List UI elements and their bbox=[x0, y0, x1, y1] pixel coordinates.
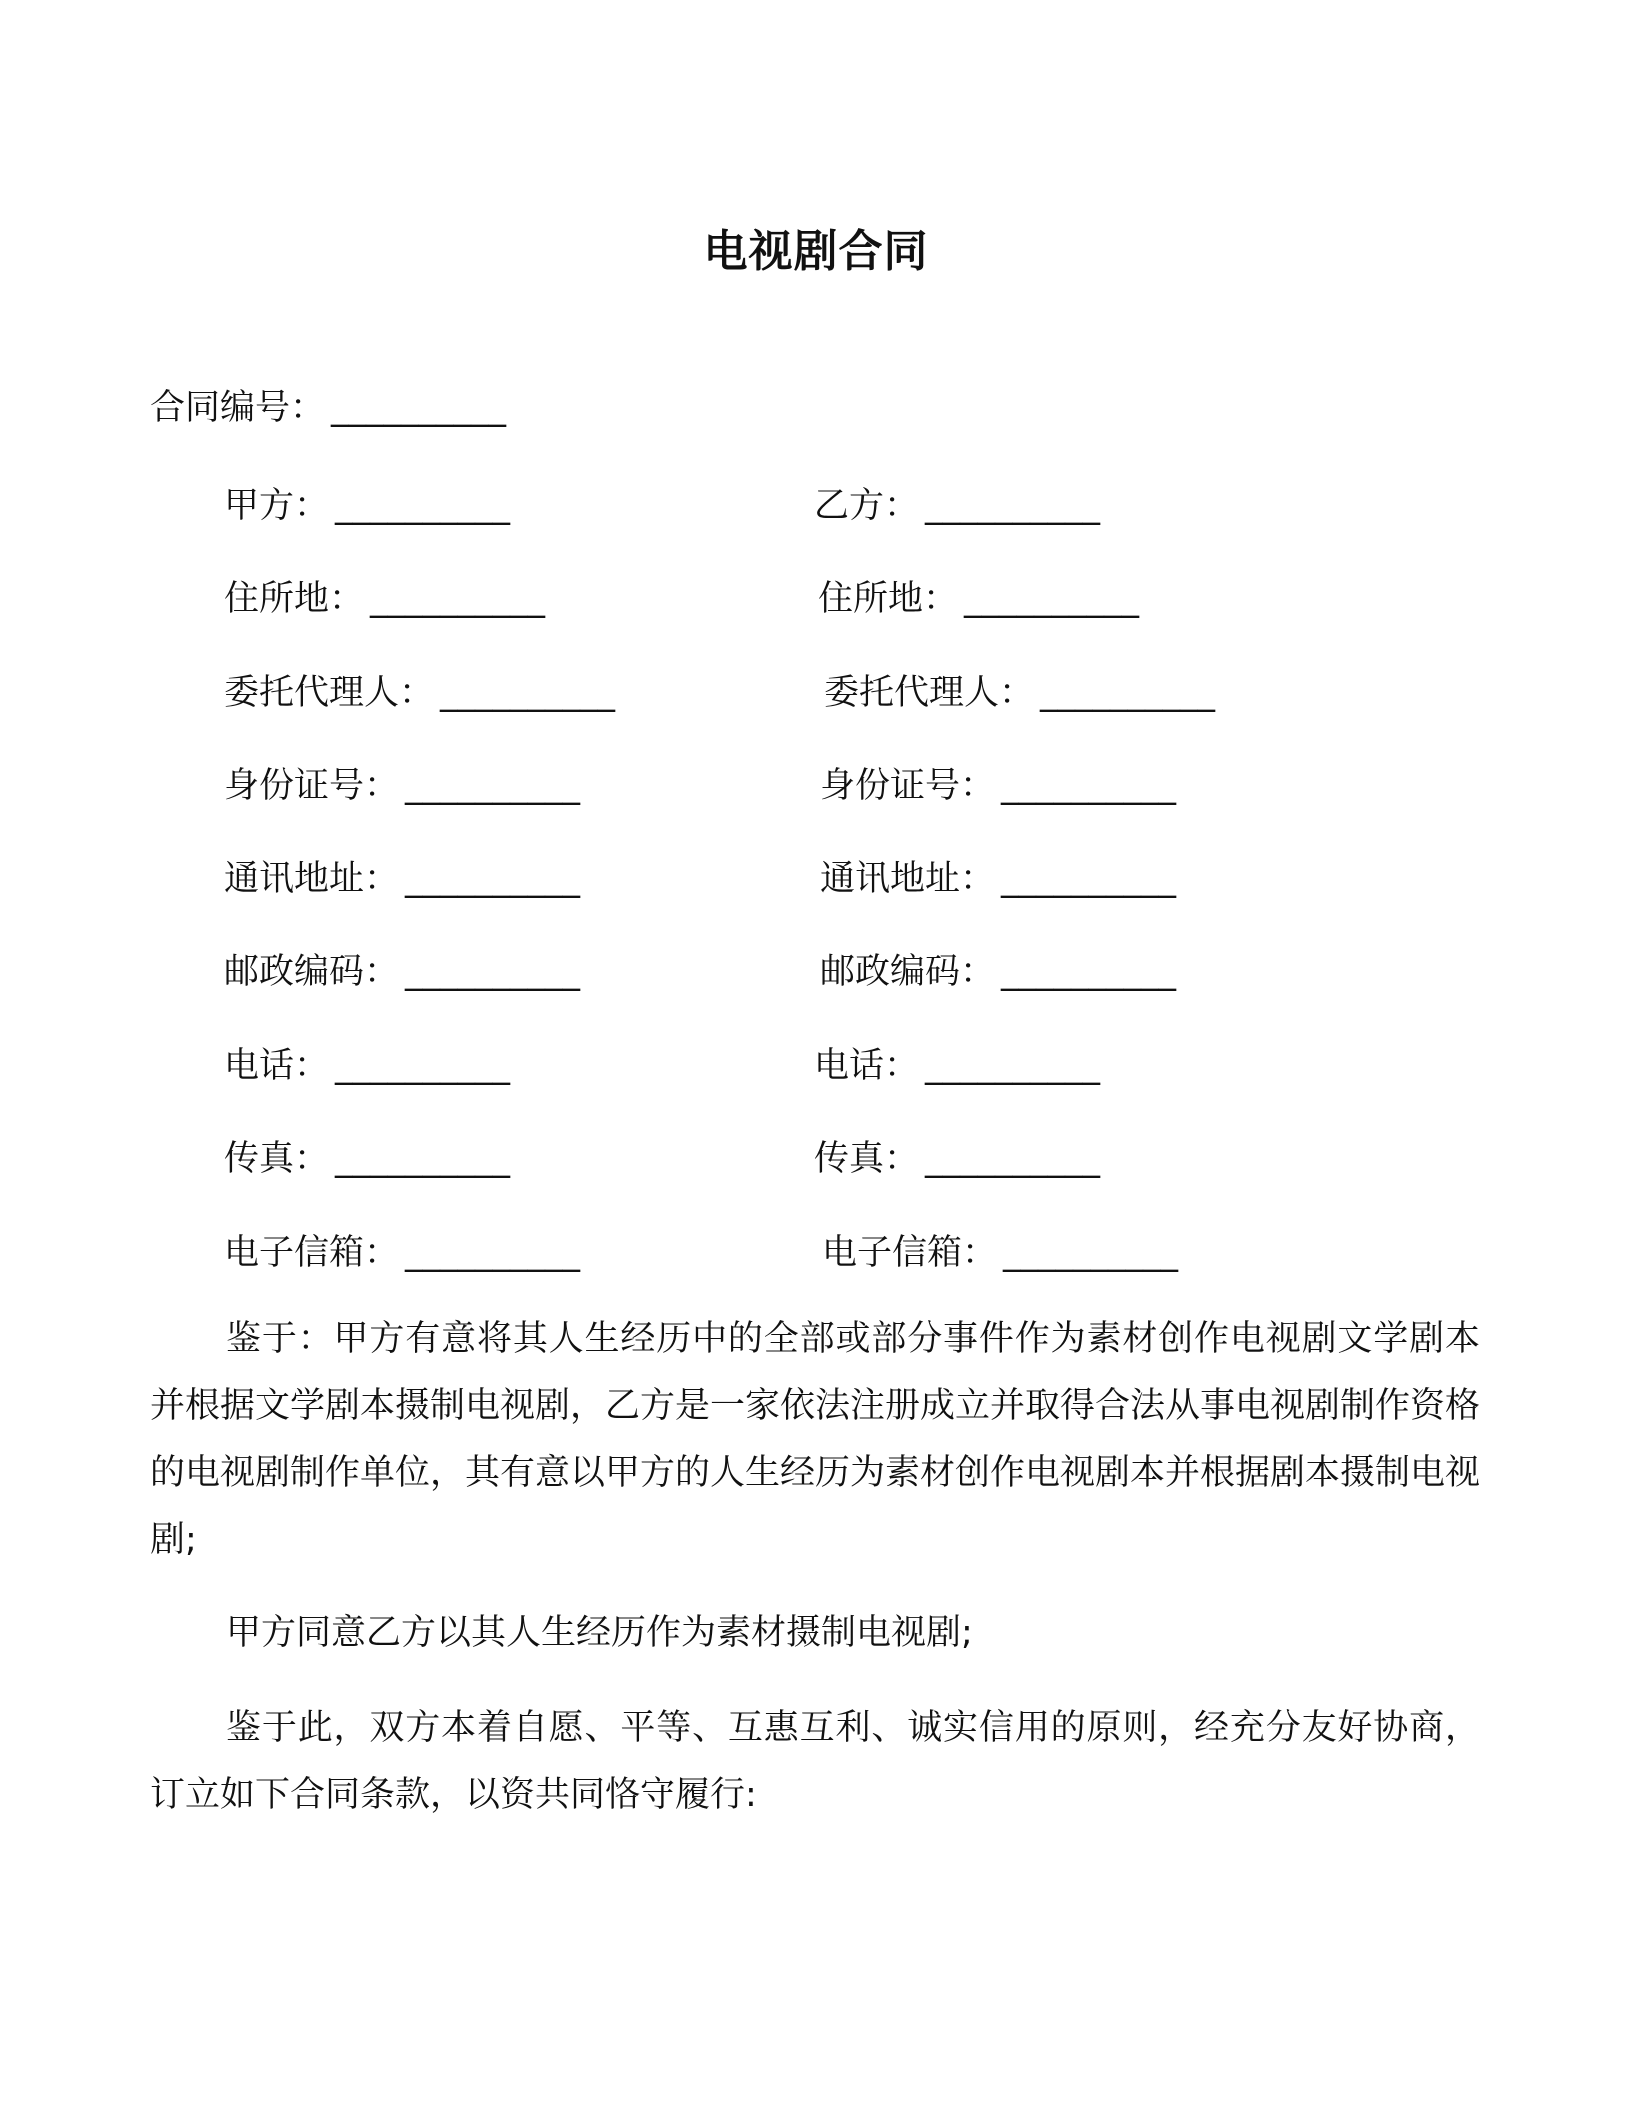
party-a-address-blank: __________ bbox=[370, 579, 546, 619]
party-b-phone-blank: __________ bbox=[925, 1046, 1101, 1086]
party-b-mail-address-blank: __________ bbox=[1001, 859, 1177, 899]
party-a-fax-blank: __________ bbox=[335, 1139, 511, 1179]
party-b-agent-blank: __________ bbox=[1040, 673, 1216, 713]
party-b-postcode-label: 邮政编码： bbox=[820, 952, 996, 992]
party-b-postcode-blank: __________ bbox=[1001, 952, 1177, 992]
party-a-address-line bbox=[224, 575, 545, 623]
party-b-agent-label: 委托代理人： bbox=[824, 673, 1035, 713]
party-b-phone-label: 电话： bbox=[814, 1046, 920, 1086]
party-a-phone-blank: __________ bbox=[335, 1046, 511, 1086]
party-a-address-label: 住所地： bbox=[224, 579, 365, 619]
party-a-email-blank: __________ bbox=[405, 1233, 581, 1273]
party-a-mail-address-label: 通讯地址： bbox=[224, 859, 400, 899]
party-b-fax-blank: __________ bbox=[925, 1139, 1101, 1179]
party-b-id-blank: __________ bbox=[1001, 766, 1177, 806]
party-b-mail-address-label: 通讯地址： bbox=[820, 859, 996, 899]
party-b-email-label: 电子信箱： bbox=[822, 1233, 998, 1273]
party-a-mail-address-blank: __________ bbox=[405, 859, 581, 899]
party-a-mail-address-line bbox=[224, 855, 580, 903]
party-b-id-label: 身份证号： bbox=[820, 766, 996, 806]
party-a-postcode-blank: __________ bbox=[405, 952, 581, 992]
party-b-phone-line bbox=[814, 1042, 1100, 1090]
recital-paragraph-2: 甲方同意乙方以其人生经历作为素材摄制电视剧; bbox=[226, 1613, 973, 1653]
party-b-address-label: 住所地： bbox=[818, 579, 959, 619]
party-a-agent-label: 委托代理人： bbox=[224, 673, 435, 713]
party-b-email-blank: __________ bbox=[1003, 1233, 1179, 1273]
party-b-email-line bbox=[822, 1229, 1178, 1277]
party-a-id-label: 身份证号： bbox=[224, 766, 400, 806]
party-b-mail-address-line bbox=[820, 855, 1176, 903]
party-a-email-line bbox=[224, 1229, 580, 1277]
recital-paragraph-3: 鉴于此，双方本着自愿、平等、互惠互利、诚实信用的原则，经充分友好协商，订立如下合同条款，以资共同恪守履行: bbox=[150, 1708, 1480, 1815]
party-a-id-blank: __________ bbox=[405, 766, 581, 806]
party-a-phone-line bbox=[224, 1042, 510, 1090]
party-a-postcode-line bbox=[224, 948, 580, 996]
party-a-name-line bbox=[224, 482, 510, 530]
party-a-name-blank: __________ bbox=[335, 486, 511, 526]
party-b-address-line bbox=[818, 575, 1139, 623]
party-a-phone-label: 电话： bbox=[224, 1046, 330, 1086]
party-b-address-blank: __________ bbox=[964, 579, 1140, 619]
contract-number-label: 合同编号： bbox=[150, 388, 326, 428]
party-a-agent-blank: __________ bbox=[440, 673, 616, 713]
party-b-fax-line bbox=[814, 1135, 1100, 1183]
party-b-fax-label: 传真： bbox=[814, 1139, 920, 1179]
party-a-email-label: 电子信箱： bbox=[224, 1233, 400, 1273]
party-b-name-label: 乙方： bbox=[814, 486, 920, 526]
party-a-fax-label: 传真： bbox=[224, 1139, 330, 1179]
recital-paragraph-1: 鉴于：甲方有意将其人生经历中的全部或部分事件作为素材创作电视剧文学剧本并根据文学剧本摄制电视剧，乙方是一家依法注册成立并取得合法从事电视剧制作资格的电视剧制作单位，其有意以甲方的人生经历为素材创作电视剧本并根据剧本摄制电视剧; bbox=[150, 1319, 1481, 1560]
party-b-name-line bbox=[814, 482, 1100, 530]
party-a-id-line bbox=[224, 762, 580, 810]
party-b-postcode-line bbox=[820, 948, 1176, 996]
document-title: 电视剧合同 bbox=[703, 226, 929, 277]
party-b-name-blank: __________ bbox=[925, 486, 1101, 526]
contract-number-line bbox=[150, 384, 506, 432]
contract-number-blank: __________ bbox=[331, 388, 507, 428]
party-b-id-line bbox=[820, 762, 1176, 810]
party-b-agent-line bbox=[824, 669, 1215, 717]
party-a-postcode-label: 邮政编码： bbox=[224, 952, 400, 992]
party-a-name-label: 甲方： bbox=[224, 486, 330, 526]
party-a-fax-line bbox=[224, 1135, 510, 1183]
party-a-agent-line bbox=[224, 669, 615, 717]
